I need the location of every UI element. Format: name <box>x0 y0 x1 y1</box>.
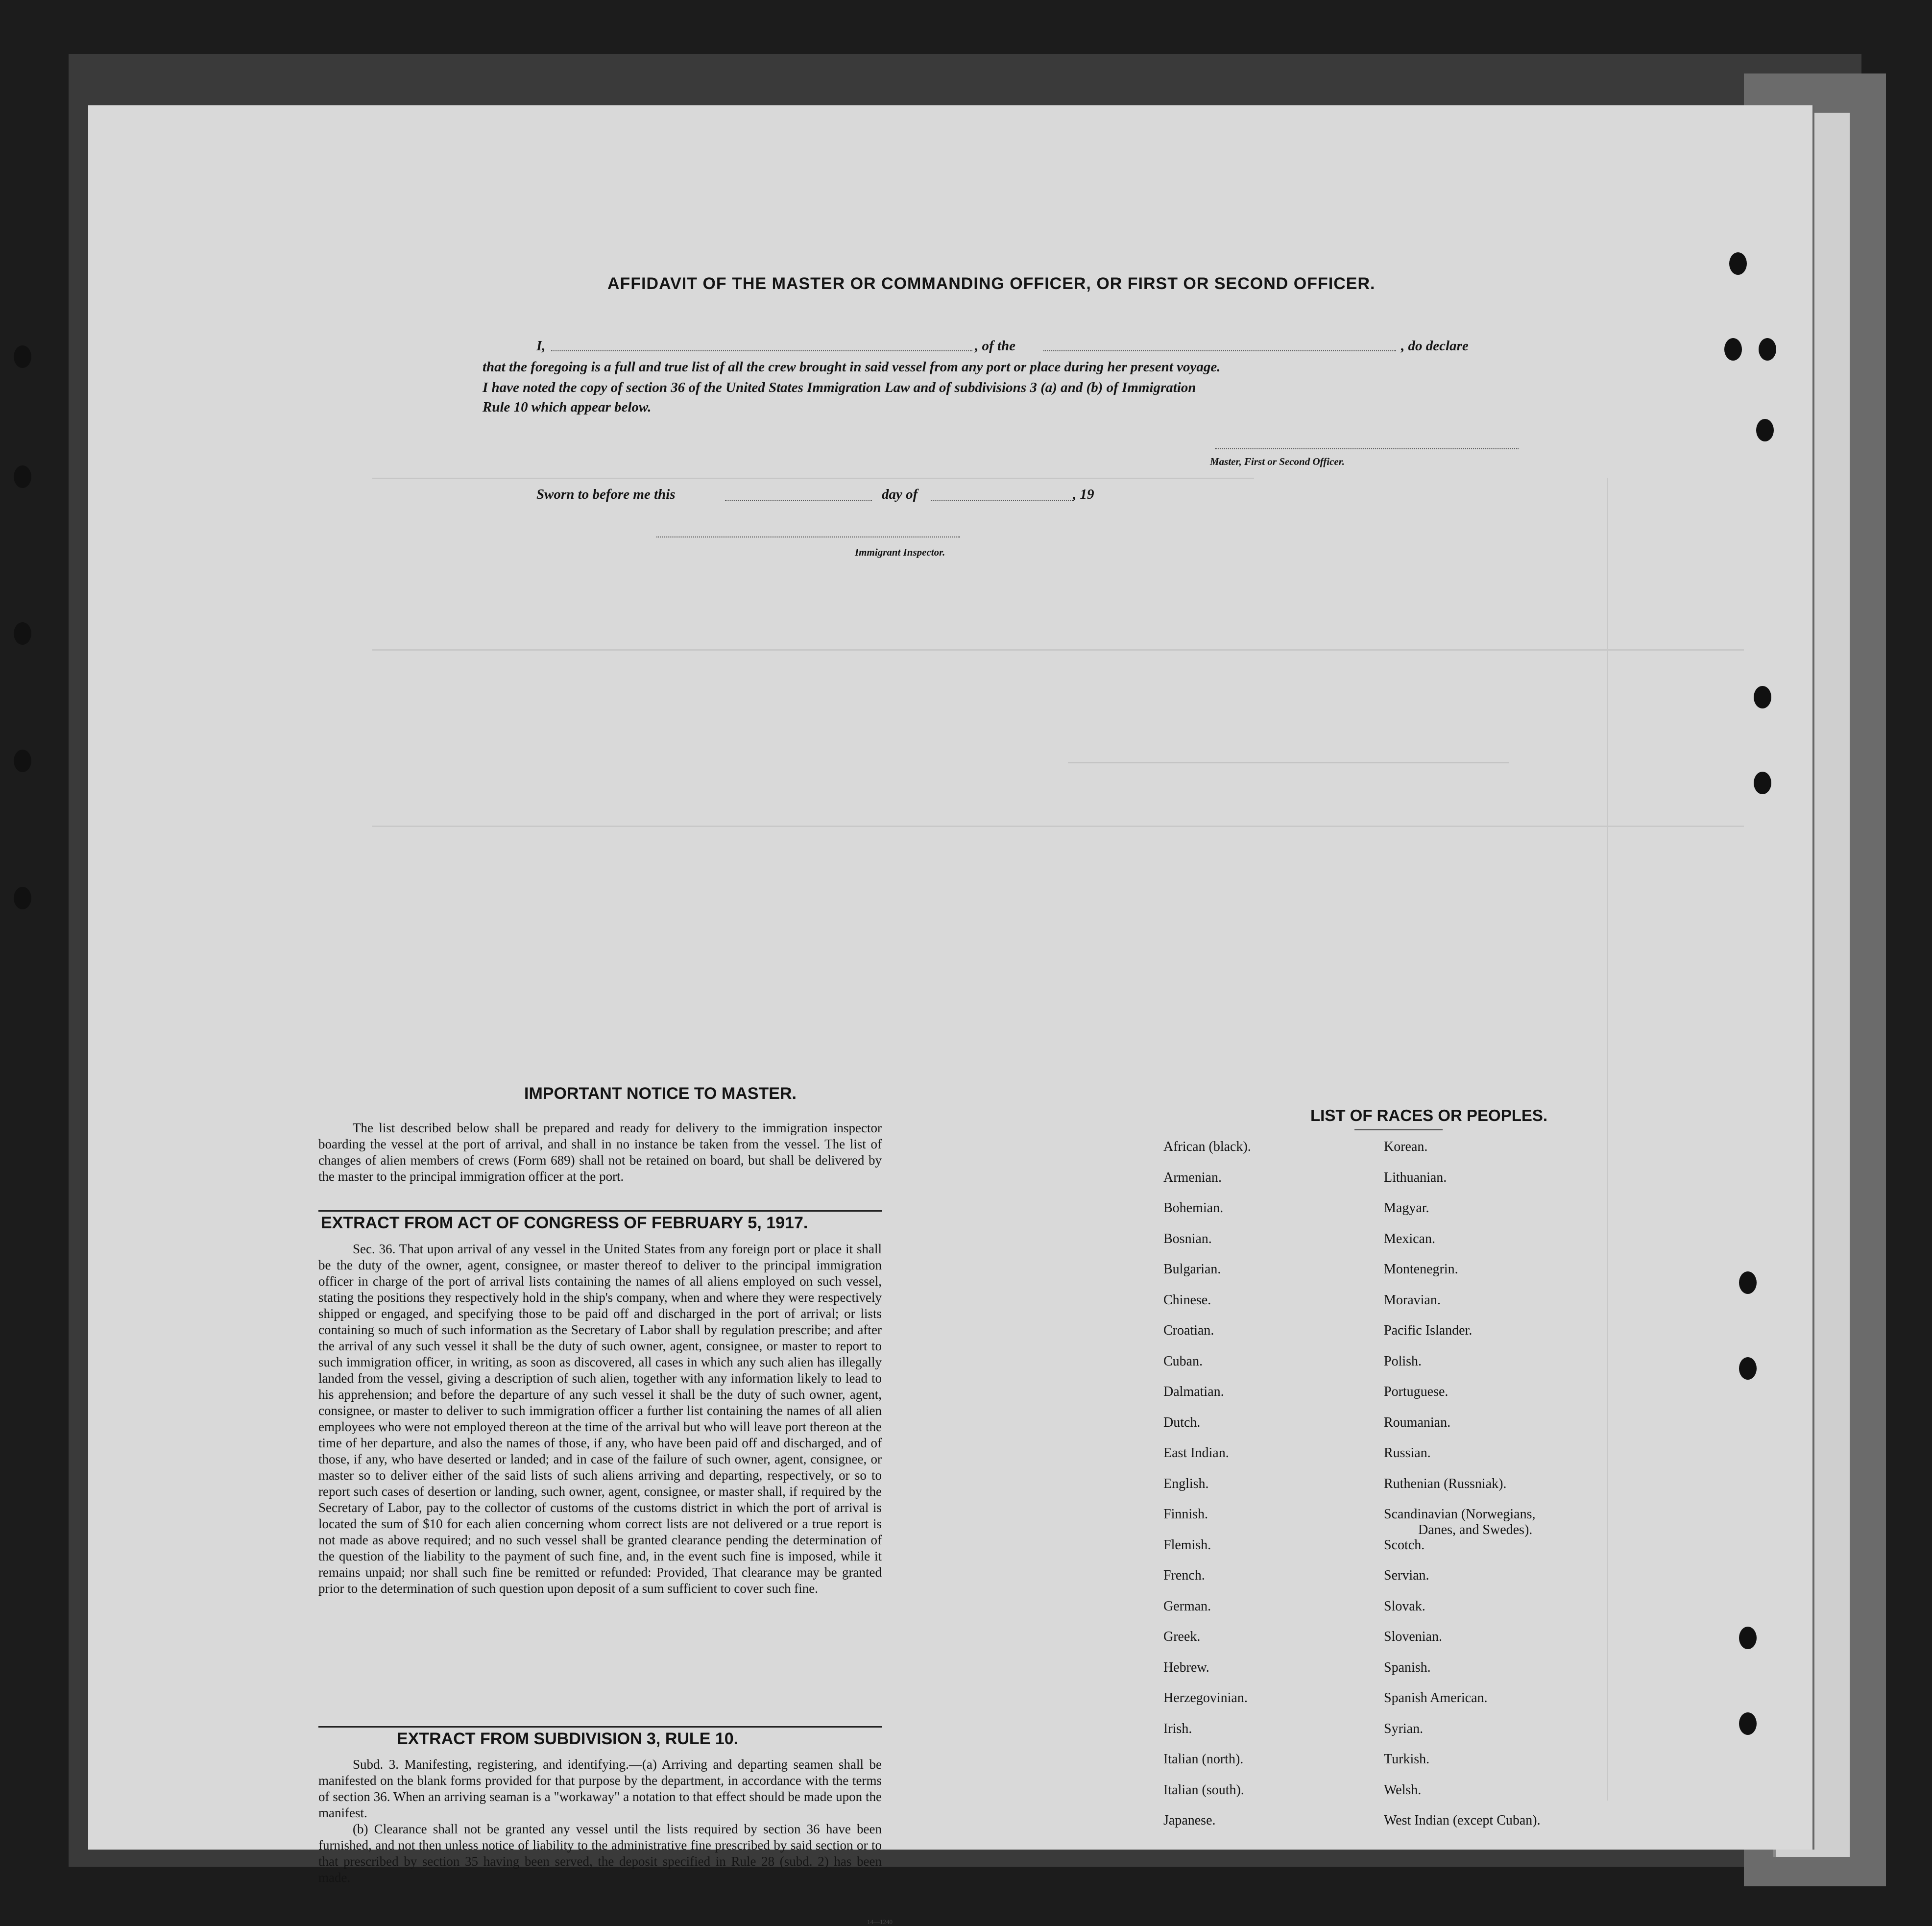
race-item: Russian. <box>1384 1445 1431 1461</box>
race-item: French. <box>1163 1568 1205 1583</box>
subdivision-block <box>318 1756 882 1886</box>
act-block <box>318 1241 882 1597</box>
races-title-rule <box>1354 1129 1443 1130</box>
affidavit-line-3: I have noted the copy of section 36 of the United States Immigration Law and of subdivisions 3 (a) and (b) of Immigration <box>483 380 1196 395</box>
master-signature-label: Master, First or Second Officer. <box>1210 456 1345 467</box>
officer-name-line <box>551 350 972 351</box>
races-title: LIST OF RACES OR PEOPLES. <box>1310 1106 1548 1124</box>
affidavit-line-2: that the foregoing is a full and true list of all the crew brought in said vessel from any port or place during her present voyage. <box>483 359 1221 375</box>
subdivision-text-b: (b) Clearance shall not be granted any vessel until the lists required by section 36 have been furnished, and not then unless notice of liability to the administrative fine prescribed by said section or to that prescribed by section 35 having been served, the deposit specified in Rule 28 (subd. 2) has been made. <box>318 1822 882 1885</box>
race-item: Roumanian. <box>1384 1414 1451 1430</box>
year-label: , 19 <box>1073 487 1094 502</box>
act-text: Sec. 36. That upon arrival of any vessel in the United States from any foreign port or place it shall be the duty of the owner, agent, consignee, or master thereof to deliver to the principal immigration officer in charge of the port of arrival lists containing the names of all aliens employed on such vessel, stating the positions they respectively hold in the ship's company, when and where they were respectively shipped or engaged, and specifying those to be paid off and discharged in the port of arrival; or lists containing so much of such information as the Secretary of Labor shall by regulation prescribe; and after the arrival of any such vessel it shall be the duty of such owner, agent, consignee, or master to report to such immigration officer, in writing, as soon as discovered, all cases in which any such alien has illegally landed from the vessel, giving a description of such alien, together with any information likely to lead to his apprehension; and before the departure of any such vessel it shall be the duty of such owner, agent, consignee, or master to deliver to such immigration officer a further list containing the names of all alien employees who were not employed thereon at the time of the arrival but who will leave port thereon at the time of her departure, and also the names of those, if any, who have been paid off and discharged, and of those, if any, who have deserted or landed; and in case of the failure of such owner, agent, consignee, or master so to deliver either of the said lists of such aliens arriving and departing, respectively, or so to report such cases of desertion or landing, such owner, agent, consignee, or master shall, if required by the Secretary of Labor, pay to the collector of customs of the customs district in which the port of arrival is located the sum of $10 for each alien concerning whom correct lists are not delivered or a true report is not made as above required; and no such vessel shall be granted clearance pending the determination of the question of the liability to the payment of such fine, and, in the event such fine is imposed, while it remains unpaid; nor shall such fine be remitted or refunded: Provided, That clearance may be granted prior to the determination of such question upon deposit of a sum sufficient to cover such fine. <box>318 1242 882 1596</box>
vessel-name-line <box>1043 350 1396 351</box>
race-item: Welsh. <box>1384 1782 1422 1798</box>
affidavit-of-the-label: , of the <box>975 338 1015 354</box>
inspector-signature-line <box>656 536 960 537</box>
race-item: Ruthenian (Russniak). <box>1384 1476 1507 1491</box>
race-item: Mexican. <box>1384 1231 1435 1246</box>
race-item: Syrian. <box>1384 1721 1424 1736</box>
affidavit-i-label: I, <box>536 338 546 354</box>
race-item: West Indian (except Cuban). <box>1384 1813 1541 1828</box>
act-title: EXTRACT FROM ACT OF CONGRESS OF FEBRUARY 5, 1917. <box>321 1214 808 1232</box>
race-item: Slovenian. <box>1384 1629 1442 1644</box>
race-item: Finnish. <box>1163 1507 1208 1522</box>
race-item: Lithuanian. <box>1384 1170 1447 1185</box>
divider-2 <box>318 1726 882 1728</box>
subdivision-text-a: Subd. 3. Manifesting, registering, and identifying.—(a) Arriving and departing seamen shall be manifested on the blank forms provided for that purpose by the department, in accordance with the terms of section 36. When an arriving seaman is a "workaway" a notation to that effect should be made upon the manifest. <box>318 1757 882 1820</box>
race-item: Bohemian. <box>1163 1200 1224 1216</box>
race-item: Scotch. <box>1384 1537 1425 1553</box>
race-item: Slovak. <box>1384 1598 1425 1614</box>
race-item: Italian (south). <box>1163 1782 1244 1798</box>
inspector-signature-label: Immigrant Inspector. <box>855 546 945 558</box>
affidavit-declare-label: , do declare <box>1401 338 1469 354</box>
divider-1 <box>318 1210 882 1212</box>
sworn-month-line <box>931 500 1073 501</box>
race-item: English. <box>1163 1476 1209 1491</box>
race-item: Pacific Islander. <box>1384 1323 1473 1338</box>
manifest-page <box>88 105 1814 1926</box>
sworn-day-line <box>725 500 872 501</box>
affidavit-title: AFFIDAVIT OF THE MASTER OR COMMANDING OFFICER, OR FIRST OR SECOND OFFICER. <box>607 274 1376 293</box>
race-item: Scandinavian (Norwegians, <box>1384 1507 1536 1522</box>
race-item: Japanese. <box>1163 1813 1216 1828</box>
race-item: Dalmatian. <box>1163 1384 1224 1399</box>
race-item: Spanish American. <box>1384 1690 1488 1706</box>
race-item: Spanish. <box>1384 1659 1431 1675</box>
race-item: Hebrew. <box>1163 1659 1209 1675</box>
race-item: Dutch. <box>1163 1414 1201 1430</box>
race-item: Bosnian. <box>1163 1231 1212 1246</box>
race-item: Magyar. <box>1384 1200 1429 1216</box>
notice-block <box>318 1120 882 1185</box>
race-item: Herzegovinian. <box>1163 1690 1248 1706</box>
race-item: Chinese. <box>1163 1292 1211 1308</box>
race-item: Montenegrin. <box>1384 1262 1458 1277</box>
notice-title: IMPORTANT NOTICE TO MASTER. <box>524 1084 797 1103</box>
race-item: Turkish. <box>1384 1752 1430 1767</box>
race-item: Portuguese. <box>1384 1384 1449 1399</box>
race-item: Korean. <box>1384 1139 1428 1154</box>
form-number: 14—1240 <box>867 1918 893 1926</box>
race-item: Italian (north). <box>1163 1752 1244 1767</box>
race-item: Polish. <box>1384 1353 1422 1369</box>
race-item: Bulgarian. <box>1163 1262 1221 1277</box>
master-signature-line <box>1215 448 1519 449</box>
race-item: Armenian. <box>1163 1170 1222 1185</box>
race-item: Flemish. <box>1163 1537 1211 1553</box>
race-item: Moravian. <box>1384 1292 1441 1308</box>
race-item: East Indian. <box>1163 1445 1229 1461</box>
race-item: Cuban. <box>1163 1353 1203 1369</box>
race-item: Danes, and Swedes). <box>1418 1522 1533 1537</box>
notice-text: The list described below shall be prepared and ready for delivery to the immigration inspector boarding the vessel at the port of arrival, and shall in no instance be taken from the vessel. The list of changes of alien members of crews (Form 689) shall not be retained on board, but shall be delivered by the master to the principal immigration officer at the port. <box>318 1121 882 1184</box>
race-item: German. <box>1163 1598 1211 1614</box>
sworn-label: Sworn to before me this <box>536 487 676 502</box>
race-item: African (black). <box>1163 1139 1251 1154</box>
race-item: Greek. <box>1163 1629 1201 1644</box>
subdivision-title: EXTRACT FROM SUBDIVISION 3, RULE 10. <box>397 1730 739 1748</box>
race-item: Irish. <box>1163 1721 1192 1736</box>
race-item: Servian. <box>1384 1568 1429 1583</box>
day-of-label: day of <box>882 487 918 502</box>
affidavit-line-4: Rule 10 which appear below. <box>483 399 652 415</box>
race-item: Croatian. <box>1163 1323 1214 1338</box>
